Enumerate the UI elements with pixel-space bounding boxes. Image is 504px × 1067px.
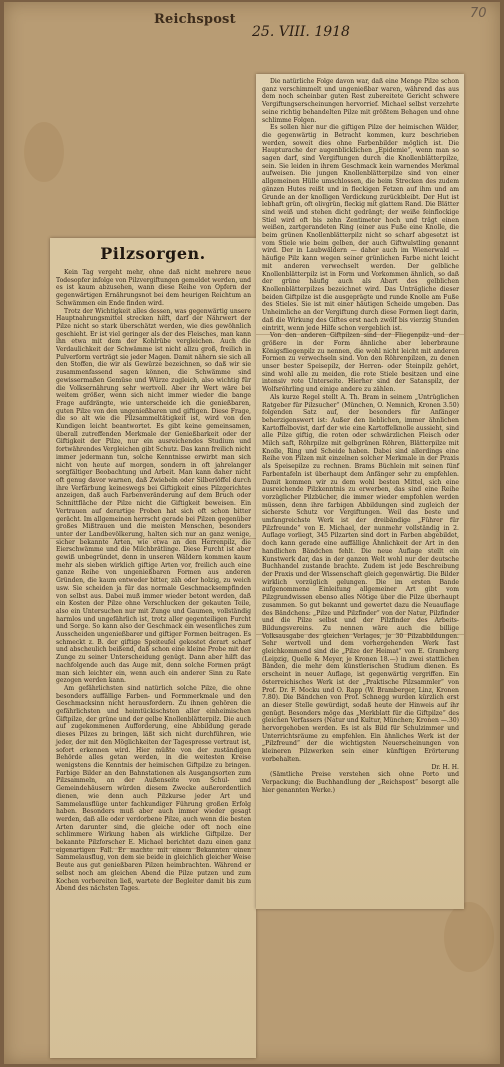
clipping-left-column bbox=[50, 238, 256, 1058]
paragraph: Als kurze Regel stellt A. Th. Bram in seinem „Untrüglichen Ratgeber für Pilzsucher“ (München, O. Nemnich, Kronen 3.50) folgenden Satz auf, der besonders für Anfänger beherzigenswert ist: Außer den lieblichen, immer ähnlichen Kartoffelbovist, darf der wie eine Kartoffelknolle aussieht, sind alle Pilze giftig, die roten oder schwärzlichen Fleisch oder Milch saft, Röhrpilze mit gelbgrünen Röhren, Blätterpilze mit Knolle, Ring und Scheide haben. Dabei sind allerdings eine Reihe von Pilzen mit einzelnen solcher Merkmale in der Praxis als Speisepilze zu rechnen. Brams Büchlein mit seinen fünf Farbentafeln ist überhaupt dem Anfänger sehr zu empfehlen. Damit kommen wir zu dem wohl besten Mittel, sich eine ausreichende Pilzkenntnis zu erwerben, das sind eine Reihe vorzüglicher Pilzbücher, die immer wieder empfohlen werden müssen, denn ihre farbigen Abbildungen sind zugleich der sicherste Schutz vor Vergiftungen. Weil das beste und umfangreichste Werk ist der dreibändige „Führer für Pilzfreunde“ von E. Michael, der nunmehr vollständig in 2. Auflage vorliegt, 345 Pilzarten sind dort in Farben abgebildet, doch kann gerade eine auffällige Ähnlichkeit der Art in den handlichen Bändchen fehlt. Die neue Auflage stellt ein Kunstwerk dar, das in der ganzen Welt wohl nur der deutsche Buchhandel zustande brachte. Zudem ist jede Beschreibung der Praxis und der Wissenschaft gleich gegenwärtig. Die Bilder wirklich vorzüglich gelungen. Die im ersten Bande aufgenommene Einleitung allgemeiner Art gibt vom Pilzgrundwissen ebenso alles Nötige über die Pilze überhaupt zusammen. So gut bekannt und gewertet dazu die Neuauflage des Bändchens: „Pilze und Pilzfinder“ von der Natur, Pilzfinder und die Pilze selbst und der Pilzfinder des Arbeits-Bildungsvereins. Zu nennen wäre auch die billige Volksausgabe des gleichen Verlages, je 30 Pilzabbildungen. Sehr wertvoll und dem vorhergehenden Werk fast gleichkommend sind die „Pilze der Heimat“ von E. Gramberg (Leipzig, Quelle & Meyer, je Kronen 18.—) in zwei stattlichen Bänden, die mehr dem künstlerischen Studium dienen. Es erscheint in neuer Auflage, ist gegenwärtig vergriffen. Ein österreichisches Werk ist der „Praktische Pilzsammler“ von Prof. Dr. F. Mocku und O. Rapp (W. Bramberger, Linz, Kronen 7.80). Die Bändchen von Prof. Schnegg wurden kürzlich erst an dieser Stelle gewürdigt, sodaß heute der Hinweis auf ihr genügt. Besonders möge das „Merkblatt für die Giftpilze“ des gleichen Verfassers (Natur und Kultur, München; Kronen —.30) hervorgehoben werden. Es ist als Bild für Schulzimmer und Unterrichtsräume zu empfehlen. Ein ähnliches Werk ist der „Pilzfreund“ der die wichtigsten Neuerscheinungen von kleineren Pilzwerken sein einer künftigen Erörterung vorbehalten. bbox=[262, 393, 459, 763]
paragraph: Am gefährlichsten sind natürlich solche Pilze, die ohne besonders auffällige Farben- und Formmerkmale und den Geschmacksinn nicht herausfordern. Zu ihnen gehören die gefährlichsten und heimtückischsten aller einheimischen Giftpilze, der grüne und der gelbe Knollenblätterpilz. Die auch auf zugekommenen Aufforderung, eine Abbildung gerade dieses Pilzes zu bringen, läßt sich nicht durchführen, wie jeder, der mit den Möglichkeiten der Tagespresse vertraut ist, sofort erkennen wird. Hier müßte von der zuständigen Behörde alles getan werden, in die weitesten Kreise wenigstens die Kenntnis der heimischen Giftpilze zu bringen. Farbige Bilder an den Bahnstationen als Ausgangsorten zum Pilzsammeln, an der Außenseite von Schul- und Gemeindehäusern würden diesem Zwecke außerordentlich dienen, wie denn auch Pilzkurse jeder Art und Sammelausflüge unter fachkundiger Führung großen Erfolg haben. Besonders muß aber auch immer wieder gesagt werden, daß alle oder verdorbene Pilze, auch wenn die besten Arten darunter sind, die gleiche oder oft noch eine schlimmere Wirkung haben als wirkliche Giftpilze. Der bekannte Pilzforscher E. Michael berichtet dazu einen ganz eigenartigen Fall. Er machte mit einem Bekannten einen Sammelausflug, von dem sie beide in gleichlich gleicher Weise Beute aus gut genießbaren Pilzen heimbrachten. Während er selbst noch am gleichen Abend die Pilze putzen und zum Kochen vorbereiten ließ, wartete der Begleiter damit bis zum Abend des nächsten Tages. bbox=[56, 684, 251, 893]
handwritten-date: 25. VIII. 1918 bbox=[252, 24, 350, 40]
article-text-left bbox=[50, 267, 256, 893]
paragraph: Trotz der Wichtigkeit alles dessen, was gegenwärtig unsere Hauptnahrungsmittel strecken hilft, darf der Nährwert der Pilze nicht so stark überschätzt werden, wie dies gewöhnlich geschieht. Er ist viel geringer als der des Fleisches, man kann ihn etwa mit dem der Kohlrübe vergleichen. Auch die Verdaulichkeit der Schwämme ist nicht allzu groß, freilich in Pulverform verträgt sie jeder Magen. Damit nähern sie sich all den Stoffen, die wir als Gewürze bezeichnen, so daß wir sie zusammenfassend sagen können, die Schwämme sind gewissermaßen Gemüse und Würze zugleich, also wichtig für die Volksernährung sehr wertvoll. Aber ihr Wert wäre bei weitem größer, wenn sich nicht immer wieder die bange Frage aufdrängte, wie unterscheide ich die genießbaren, guten Pilze von den ungenießbaren und giftigen. Diese Frage, die so alt wie die Pilzsammeltätigkeit ist, wird von den Kundigen leicht beantwortet. Es gibt keine gemeinsamen, überall zutreffenden Merkmale der Genießbarkeit oder der Giftigkeit der Pilze, nur ein ausreichendes Studium und fortwährendes Vergleichen gibt Schutz. Das kann freilich nicht immer jedermann tun, solche Kenntnisse erwirbt man sich nicht von heute auf morgen, sondern in oft jahrelanger sorgfältiger Beobachtung und Arbeit. Man kann daher nicht oft genug davor warnen, daß Zwiebeln oder Silberlöffel durch ihre Verfärbung keineswegs bei Giftigkeit eines Pilzgerichtes anzeigen, daß auch Farbenveränderung auf dem Bruch oder Schnittfläche der Pilze nicht die Giftigkeit beweisen. Ein Vertrauen auf derartige Proben hat sich oft schon bitter gerächt. Im allgemeinen herrscht gerade bei Pilzen gegenüber großes Mißtrauen und die meisten Menschen, besonders unter der Landbevölkerung, halten sich nur an ganz wenige, sicher bekannte Arten, wie etwa an den Herrenpilz, die Eierschwämme und die Milchbrätlinge. Diese Furcht ist aber gewiß unbegründet, denn in unseren Wäldern kommen kaum mehr als sieben wirklich giftige Arten vor, freilich auch eine ganze Reihe von ungenießbaren Formen aus anderen Gründen, die kaum entweder bitter, zäh oder holzig, zu weich usw. Sie scheiden ja für das normale Geschmacksempfinden von selbst aus. Dabei muß immer wieder betont werden, daß ein Kosten der Pilze ohne Verschlucken der gekauten Teile, also ein Untersuchen nur mit Zunge und Gaumen, vollständig harmlos und ungefährlich ist, trotz aller gegenteiligen Furcht und Sorge. So kann also der Geschmack ein wesentliches zum Ausscheiden ungenießbarer und giftiger Formen beitragen. Es schmeckt z. B. der giftige Speiteufel gekostet derart scharf und abscheulich beißend, daß schon eine kleine Probe mit der Zunge zu seiner Unterscheidung genügt. Dann aber hilft das nachfolgende auch das Auge mit, denn solche Formen prägt man sich leichter ein, wenn auch ein anderer Sinn zu Rate gezogen werden kann. bbox=[56, 307, 252, 685]
archive-board bbox=[4, 2, 500, 1064]
price-note: (Sämtliche Preise verstehen sich ohne Porto und Verpackung; die Buchhandlung der „Reichspost“ besorgt alle hier genannten Werke.) bbox=[262, 771, 459, 794]
clipping-right-column bbox=[256, 74, 464, 909]
paper-stain bbox=[444, 902, 494, 972]
fold-line bbox=[256, 634, 464, 635]
paragraph: Die natürliche Folge davon war, daß eine Menge Pilze schon ganz verschimmelt und ungenießbar waren, während das aus dem noch scheinbar guten Rest zubereitete Gericht schwere Vergiftungserscheinungen hervorrief. Michael selbst verzehrte seine richtig behandelten Pilze mit größtem Behagen und ohne schlimme Folgen. bbox=[262, 78, 459, 124]
newspaper-masthead: Reichspost bbox=[154, 12, 236, 27]
paragraph: Kein Tag vergeht mehr, ohne daß nicht mehrere neue Todesopfer infolge von Pilzvergiftungen gemeldet werden, und es ist kaum abzusehen, wann diese Reihe von Opfern der gegenwärtigen Ernährungsnot bei dem heurigen Reichtum an Schwämmen ein Ende finden wird. bbox=[56, 269, 251, 307]
fold-line bbox=[50, 538, 256, 539]
paragraph: Von den anderen Giftpilzen sind der Fliegenpilz und der größere in der Form ähnliche aber leberbraune Königsfliegenpilz zu nennen, die wohl nicht leicht mit anderen Formen zu verwechseln sind. Von den Röhrenpilzen, zu denen unser bester Speisepilz, der Herren- oder Steinpilz gehört, sind wohl alle zu meiden, die rote Stiele besitzen und eine intensiv rote Unterseite. Hierher sind der Satanspilz, der Wolfsröhrling und einige andere zu zählen. bbox=[262, 332, 459, 394]
article-text-right bbox=[256, 74, 464, 794]
paragraph: Es sollen hier nur die giftigen Pilze der heimischen Wälder, die gegenwärtig in Betracht kommen, kurz beschrieben werden, soweit dies ohne Farbenbilder möglich ist. Die Haupturache der augenblicklichen „Epidemie“, wenn man so sagen darf, sind Vergiftungen durch die Knollenblätterpilze, sein. Sie leiden in ihrem Geschmack kein warnendes Merkmal aufweisen. Die jungen Knollenblätterpilze sind von einer allgemeinen Hülle umschlossen, die beim Strecken des zudem gänzen Hutes reißt und in fleckigen Fetzen auf ihm und am Grunde an der knolligen Verdickung zurückbleibt. Der Hut ist lebhaft grün, oft olivgrün, fleckig mit glattem Rand. Die Blätter sind weiß und stehen dicht gedrängt; der weiße feinflockige Stiel wird oft bis zehn Zentimeter hoch und trägt einen weißen, zartgerandeten Ring (einer aus Fuße eine Knolle, die beim grünen Knollenblätterpilz nicht so scharf abgesetzt ist vom Stiele wie beim gelben, der auch Giftwulstling genannt wird. Der in Laubwäldern — daher auch im Wienerwald — häufige Pilz kann wegen seiner grünlichen Farbe nicht leicht mit anderen verwechselt werden. Der gelbliche Knollenblätterpilz ist in Form und Vorkommen ähnlich, so daß der grüne häufig auch als Abart des gelblichen Knollenblätterpilzes bezeichnet wird. Das Unträgliche dieser beiden Giftpilze ist die ausgeprägte und runde Knolle am Fuße des Stieles. Sie ist mit einer häutigen Scheide umgeben. Das Unheimliche an der Vergiftung durch diese Formen liegt darin, daß die Wirkung des Giftes erst nach zwölf bis vierzig Stunden eintritt, wenn jede Hilfe schon vergeblich ist. bbox=[262, 124, 459, 332]
article-title: Pilzsorgen. bbox=[100, 244, 206, 263]
paper-stain bbox=[24, 122, 64, 182]
fold-line bbox=[256, 334, 464, 335]
pencil-archive-number: 70 bbox=[470, 6, 487, 21]
author-signature: Dr. H. H. bbox=[431, 763, 459, 771]
fold-line bbox=[50, 848, 256, 849]
